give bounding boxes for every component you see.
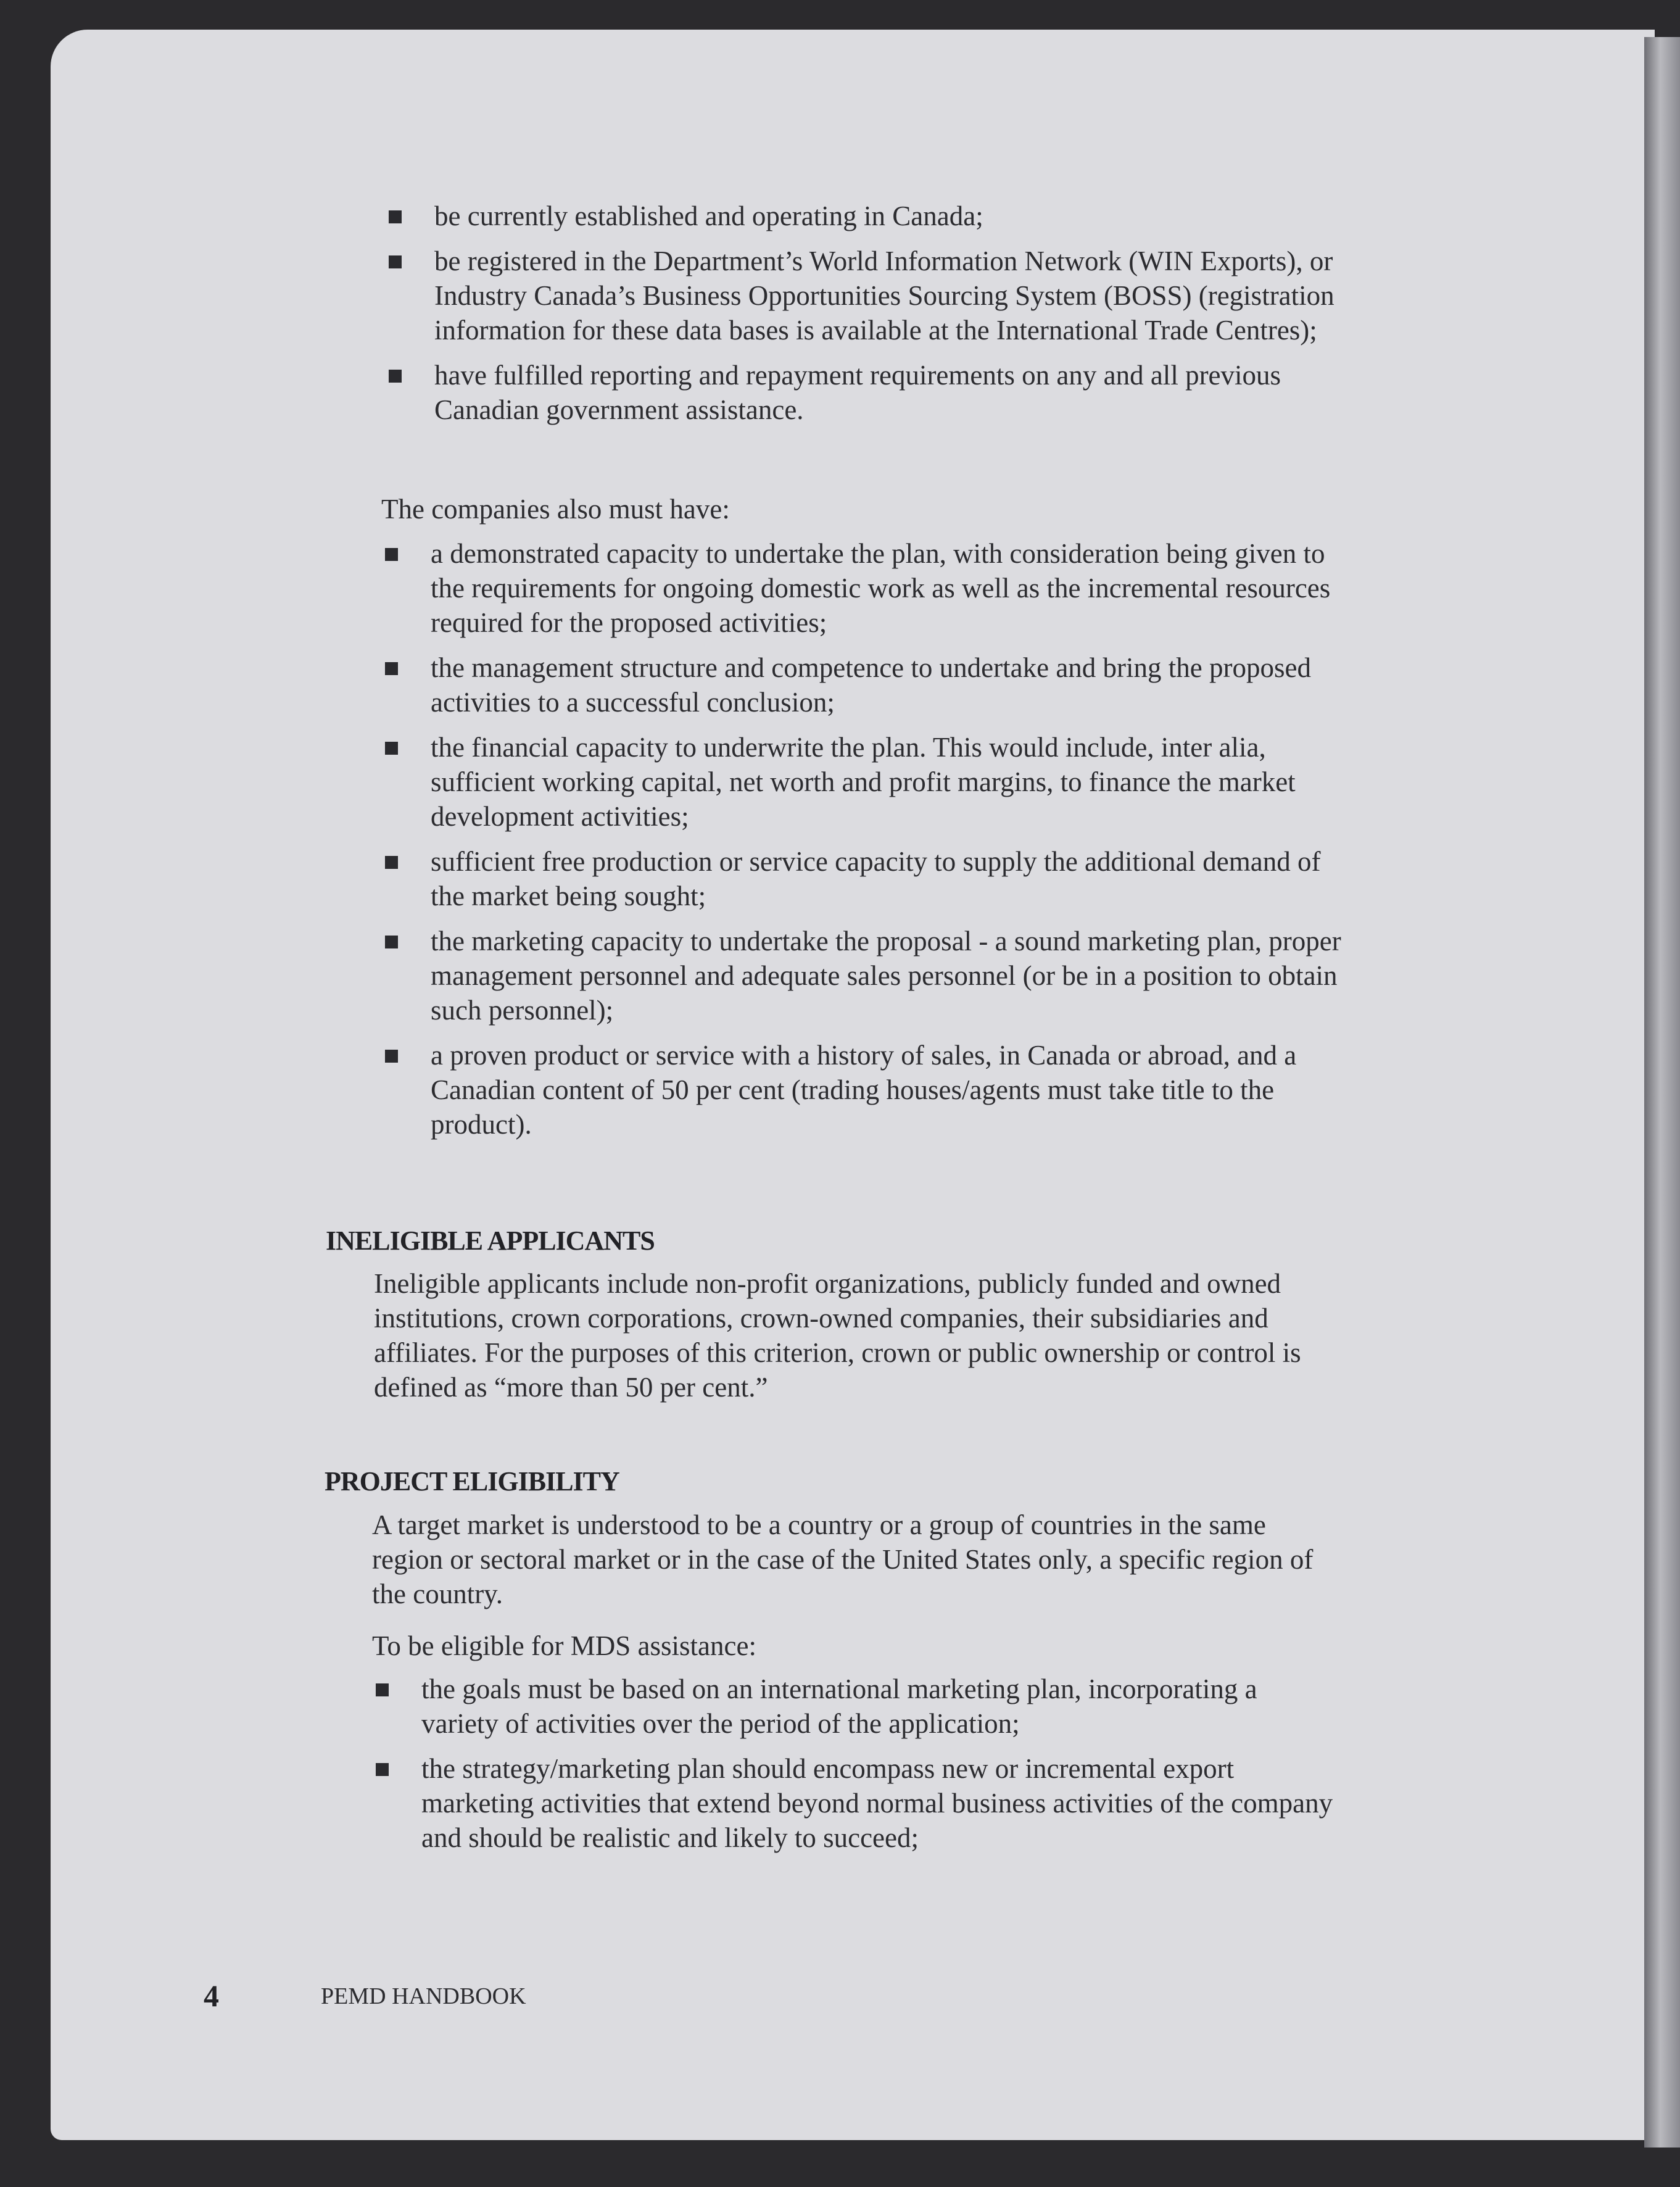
- list-item: have fulfilled reporting and repayment requirements on any and all previous Canadian government assistance.: [385, 358, 1347, 427]
- bullet-icon: [376, 1763, 389, 1776]
- footer-title: PEMD HANDBOOK: [321, 1983, 526, 2009]
- ineligible-applicants-text: Ineligible applicants include non-profit organizations, publicly funded and owned institutions, crown corporations, crown-owned companies, their subsidiaries and affiliates. For the purposes of this criterion, crown or public ownership or control is defined as “more than 50 per cent.”: [374, 1268, 1301, 1403]
- bullet-icon: [389, 255, 402, 268]
- bullet-icon: [385, 936, 398, 948]
- section-2: [381, 492, 1356, 1152]
- bullet-icon: [385, 856, 398, 869]
- eligibility-list-3: [372, 1672, 1341, 1855]
- eligibility-list-1: [385, 199, 1347, 427]
- list-item: the goals must be based on an international marketing plan, incorporating a variety of activities over the period of the application;: [372, 1672, 1341, 1741]
- project-eligibility-heading: PROJECT ELIGIBILITY: [325, 1466, 619, 1496]
- bullet-icon: [385, 548, 398, 561]
- bullet-icon: [389, 370, 402, 383]
- list-item: the marketing capacity to undertake the proposal - a sound marketing plan, proper management personnel and adequate sales personnel (or be in a position to obtain such personnel);: [381, 924, 1356, 1027]
- list-item: the strategy/marketing plan should encompass new or incremental export marketing activities that extend beyond normal business activities of the company and should be realistic and likely to succeed;: [372, 1751, 1341, 1855]
- eligibility-list-2: [381, 536, 1356, 1142]
- list-item: the management structure and competence to undertake and bring the proposed activities to a successful conclusion;: [381, 650, 1356, 720]
- list-item: be currently established and operating in Canada;: [385, 199, 1347, 233]
- section-2-intro: The companies also must have:: [381, 494, 730, 525]
- book-spine-edge: [1644, 37, 1680, 2148]
- list-item: a proven product or service with a history of sales, in Canada or abroad, and a Canadian content of 50 per cent (trading houses/agents must take title to the product).: [381, 1038, 1356, 1142]
- project-eligibility-intro: To be eligible for MDS assistance:: [372, 1630, 756, 1661]
- section-1: [385, 199, 1347, 438]
- ineligible-applicants-heading: INELIGIBLE APPLICANTS: [326, 1226, 655, 1256]
- bullet-icon: [385, 1050, 398, 1063]
- project-eligibility-section: [372, 1508, 1341, 1865]
- project-eligibility-text: A target market is understood to be a country or a group of countries in the same region or sectoral market or in the case of the United States only, a specific region of the country.: [372, 1509, 1314, 1609]
- bullet-icon: [389, 210, 402, 223]
- list-item: a demonstrated capacity to undertake the plan, with consideration being given to the requirements for ongoing domestic work as well as the incremental resources required for the proposed activities;: [381, 536, 1356, 640]
- bullet-icon: [376, 1683, 389, 1696]
- list-item: be registered in the Department’s World Information Network (WIN Exports), or Industry Canada’s Business Opportunities Sourcing System (BOSS) (registration information for these data bases is available at the International Trade Centres);: [385, 244, 1347, 347]
- list-item: sufficient free production or service capacity to supply the additional demand of the market being sought;: [381, 844, 1356, 913]
- page-number: 4: [204, 1978, 219, 2013]
- list-item: the financial capacity to underwrite the plan. This would include, inter alia, sufficient working capital, net worth and profit margins, to finance the market development activities;: [381, 730, 1356, 834]
- bullet-icon: [385, 742, 398, 755]
- bullet-icon: [385, 662, 398, 675]
